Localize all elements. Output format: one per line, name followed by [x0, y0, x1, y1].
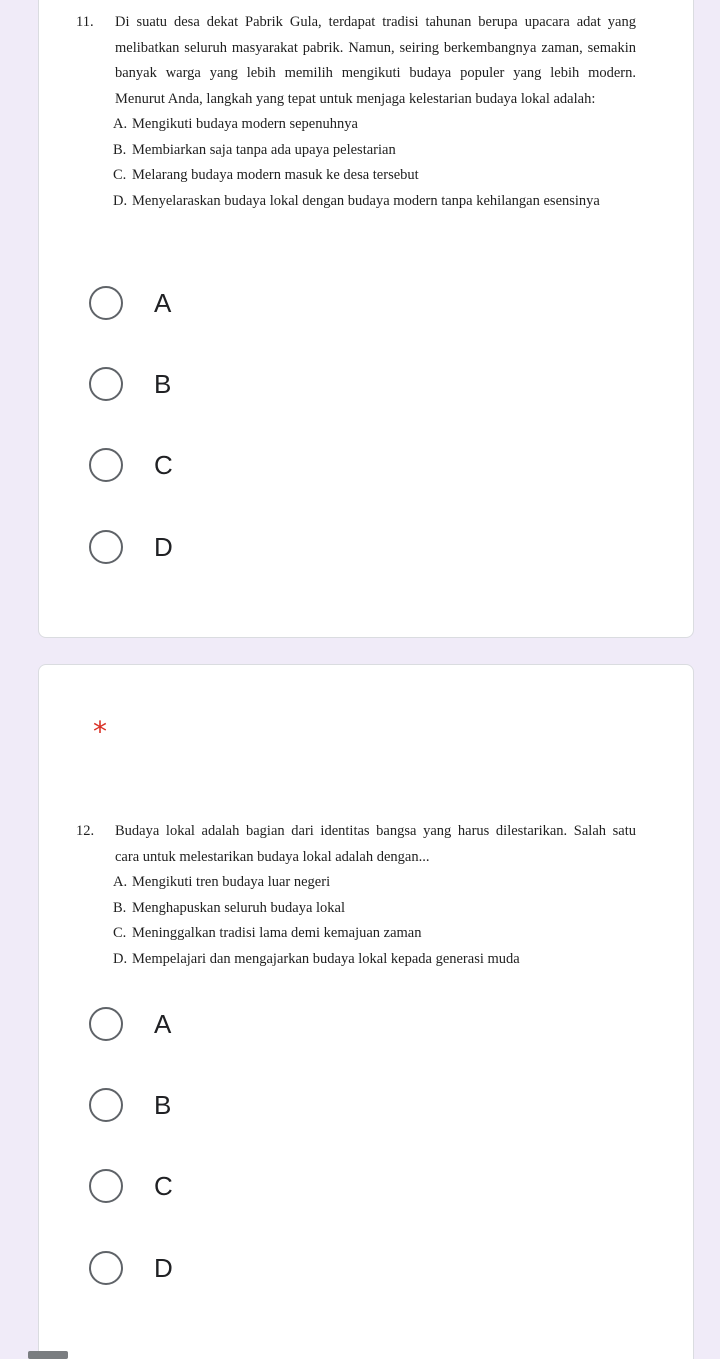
radio-label[interactable]: D [154, 1252, 173, 1283]
radio-button[interactable] [89, 367, 123, 401]
question-number: 12. [76, 823, 95, 839]
question-stem: Budaya lokal adalah bagian dari identitas bangsa yang harus dilestarikan. Salah satu [115, 823, 636, 839]
radio-button[interactable] [89, 530, 123, 564]
radio-option-11-a[interactable] [89, 283, 171, 323]
radio-option-11-c[interactable] [89, 445, 173, 485]
radio-label[interactable]: D [154, 531, 173, 562]
required-asterisk: * [93, 715, 107, 748]
radio-option-12-c[interactable] [89, 1166, 173, 1206]
option-text-b: B. Menghapuskan seluruh budaya lokal [113, 899, 346, 916]
option-text-c: C. Melarang budaya modern masuk ke desa tersebut [113, 167, 419, 183]
option-text-b: B. Membiarkan saja tanpa ada upaya pelestarian [113, 141, 396, 158]
radio-label[interactable]: C [154, 449, 173, 480]
question-12-stem-first-line [76, 819, 636, 845]
option-text-c: C. Meninggalkan tradisi lama demi kemajuan zaman [113, 925, 422, 941]
scroll-indicator [28, 1351, 68, 1359]
radio-button[interactable] [89, 286, 123, 320]
question-stem-continued: cara untuk melestarikan budaya lokal adalah dengan... [115, 848, 430, 865]
option-text-d: D. Mempelajari dan mengajarkan budaya lokal kepada generasi muda [113, 950, 520, 967]
radio-label[interactable]: A [154, 287, 172, 318]
radio-label[interactable]: C [154, 1170, 173, 1201]
question-12-option-text-list [76, 870, 636, 972]
question-number: 11. [76, 14, 94, 30]
radio-option-11-d[interactable] [89, 527, 173, 567]
radio-button[interactable] [89, 1088, 123, 1122]
question-stem: Di suatu desa dekat Pabrik Gula, terdapat tradisi tahunan berupa upacara adat yang [115, 14, 636, 30]
radio-option-12-b[interactable] [89, 1085, 171, 1125]
radio-option-12-a[interactable] [89, 1004, 171, 1044]
radio-button[interactable] [89, 1007, 123, 1041]
question-11-stem-first-line [76, 10, 636, 36]
option-text-d: D. Menyelaraskan budaya lokal dengan budaya modern tanpa kehilangan esensinya [113, 192, 600, 209]
radio-label[interactable]: B [154, 368, 172, 399]
radio-button[interactable] [89, 1251, 123, 1285]
radio-button[interactable] [89, 1169, 123, 1203]
question-11-option-text-list [76, 112, 636, 214]
radio-option-12-d[interactable] [89, 1248, 173, 1288]
question-12-content [76, 819, 636, 972]
option-text-a: A. Mengikuti budaya modern sepenuhnya [113, 116, 358, 132]
radio-button[interactable] [89, 448, 123, 482]
radio-label[interactable]: A [154, 1008, 172, 1039]
radio-option-11-b[interactable] [89, 364, 171, 404]
question-stem-continued: melibatkan seluruh masyarakat pabrik. Namun, seiring berkembangnya zaman, semakin banyak warga yang lebih memilih mengikuti budaya populer yang lebih modern. Menurut Anda, langkah yang tepat untuk menjaga kelestarian budaya lokal adalah: [115, 39, 636, 107]
radio-label[interactable]: B [154, 1089, 172, 1120]
option-text-a: A. Mengikuti tren budaya luar negeri [113, 874, 331, 890]
question-11-content [76, 10, 636, 214]
